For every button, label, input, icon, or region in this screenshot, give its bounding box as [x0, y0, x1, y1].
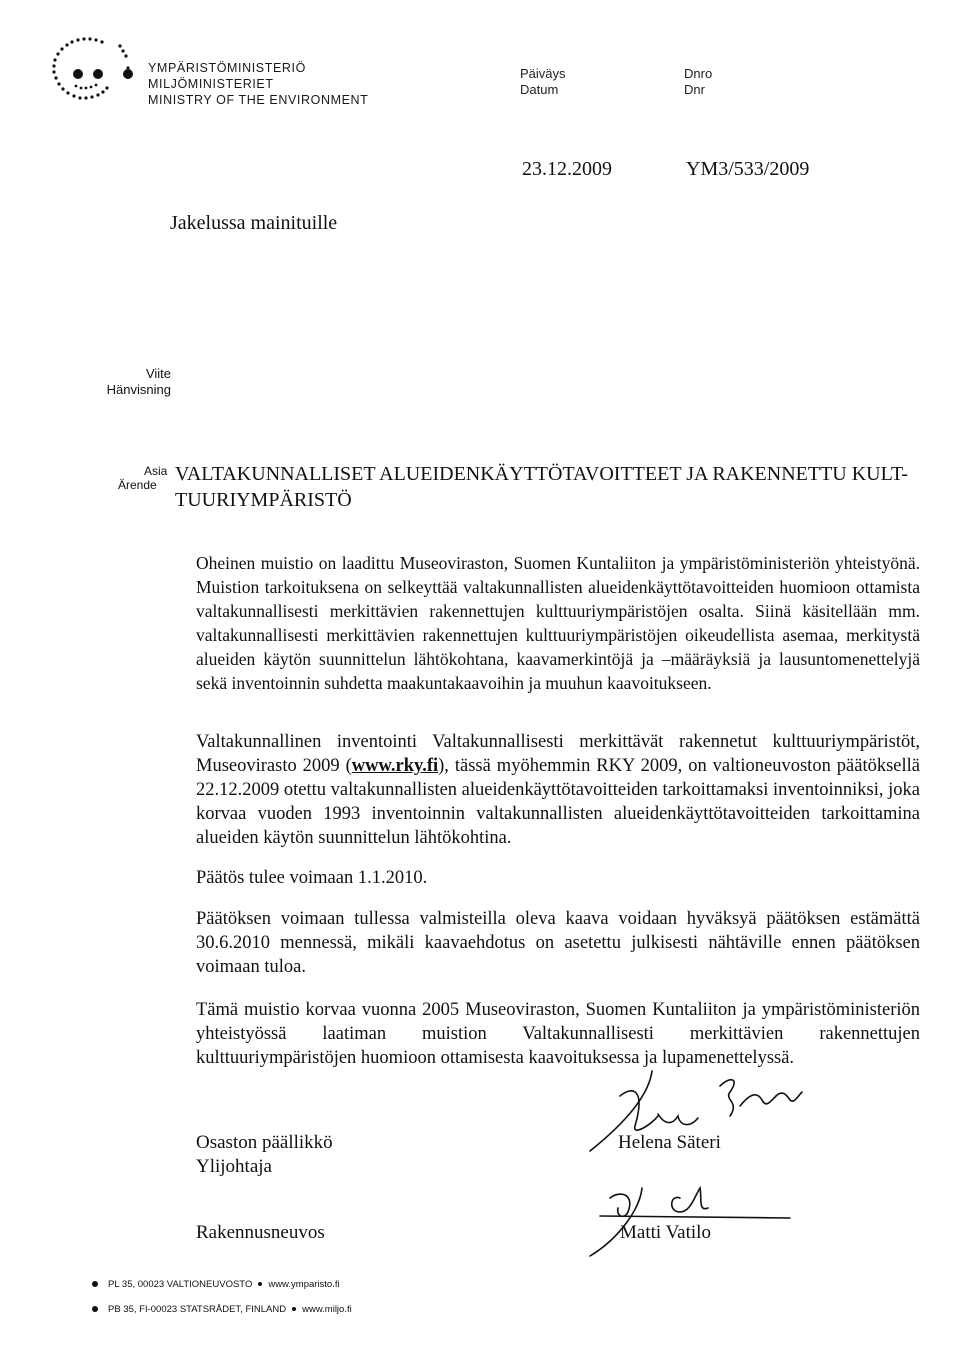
dnro-label: [684, 66, 712, 98]
subject-line-1: VALTAKUNNALLISET ALUEIDENKÄYTTÖTAVOITTEET JA RAKENNETTU KULT-: [175, 463, 909, 485]
signer-2-title: Rakennusneuvos: [196, 1222, 325, 1243]
ministry-name-en: MINISTRY OF THE ENVIRONMENT: [148, 93, 369, 107]
body-paragraph-4: Päätöksen voimaan tullessa valmisteilla oleva kaava voidaan hyväksyä päätöksen estämättä 30.6.2010 mennessä, mikäli kaavaehdotus on asetettu julkisesti nähtäville ennen päätöksen voimaan tuloa.: [196, 909, 920, 977]
date-label-fi: Päiväys: [520, 66, 566, 81]
bullet-icon: [92, 1306, 98, 1312]
footer-address-fi: PL 35, 00023 VALTIONEUVOSTO: [108, 1279, 253, 1290]
footer-web-fi[interactable]: www.ymparisto.fi: [268, 1279, 340, 1290]
dnro-label-fi: Dnro: [684, 66, 713, 81]
rky-link[interactable]: www.rky.fi: [351, 756, 439, 776]
paragraph-2-text-start: Valtakunnallinen inventointi Valtakunnallisesti merkittävät rakennetut kulttuuriympäristöt, Museovirasto 2009 (: [196, 732, 920, 776]
date-label-sv: Datum: [520, 82, 559, 97]
body-paragraph-5: Tämä muistio korvaa vuonna 2005 Museoviraston, Suomen Kuntaliiton ja ympäristöministeriön yhteistyössä laatiman muistion Valtakunnallisesti merkittävien rakennettujen kulttuuriympäristöjen huomioon ottamisesta kaavoituksessa ja lupamenettelyssä.: [196, 1000, 920, 1068]
signer-2-name: Matti Vatilo: [620, 1222, 711, 1243]
subject-line-2: TUURIYMPÄRISTÖ: [175, 489, 352, 511]
bullet-icon: [92, 1281, 98, 1287]
separator-dot-icon: [292, 1307, 296, 1311]
footer-line-fi: [92, 1279, 340, 1290]
body-paragraph-3: Päätös tulee voimaan 1.1.2010.: [196, 868, 428, 888]
body-paragraph-1: Oheinen muistio on laadittu Museoviraston, Suomen Kuntaliiton ja ympäristöministeriön yhteistyönä. Muistion tarkoituksena on selkeyttää valtakunnallisten alueidenkäyttötavoitteiden huomioon ottamista valtakunnallisesti merkittävien rakennettujen kulttuuriympäristöjen osalta. Siinä käsitellään mm. valtakunnallisesti merkittävien rakennettujen kulttuuriympäristöjen oikeudellista asemaa, merkitystä alueiden käytön suunnittelun lähtökohtana, kaavamerkintöjä ja –määräyksiä ja lausuntomenettelyjä sekä inventoinnin suhdetta maakuntakaavoihin ja muuhun kaavoitukseen.: [196, 553, 920, 693]
ministry-logo: [40, 34, 140, 112]
paragraph-2-text-end: ), tässä myöhemmin RKY 2009, on valtioneuvoston päätöksellä 22.12.2009 otettu valtakunnallisten alueidenkäyttötavoitteiden tarkoittamaksi inventoinniksi, joka korvaa vuoden 1993 inventoinnin valtakunnallisten alueidenkäyttötavoitteiden tarkoittamina alueiden käytön suunnittelun lähtökohtina.: [196, 756, 920, 848]
footer-address-sv: PB 35, FI-00023 STATSRÅDET, FINLAND: [108, 1304, 287, 1315]
date-value: 23.12.2009: [522, 158, 612, 180]
subject-label-sv: Ärende: [118, 478, 157, 492]
body-paragraph-2: [196, 730, 920, 850]
dnro-label-sv: Dnr: [684, 82, 705, 97]
signature-2-handwriting: [580, 1168, 820, 1258]
dnro-value: YM3/533/2009: [686, 158, 810, 180]
reference-label: [105, 366, 171, 398]
separator-dot-icon: [258, 1282, 262, 1286]
ministry-name-block: [148, 60, 368, 108]
recipient: Jakelussa mainituille: [170, 212, 338, 234]
signer-1-title-2: Ylijohtaja: [196, 1156, 272, 1177]
reference-label-sv: Hänvisning: [106, 382, 171, 397]
signer-1-title-1: Osaston päällikkö: [196, 1132, 333, 1153]
reference-label-fi: Viite: [145, 366, 171, 381]
signer-1-name: Helena Säteri: [618, 1132, 721, 1153]
subject-label: [118, 464, 167, 492]
subject-label-fi: Asia: [144, 464, 168, 478]
ministry-name-sv: MILJÖMINISTERIET: [148, 77, 274, 91]
date-label: [520, 66, 566, 98]
footer-web-sv[interactable]: www.miljo.fi: [302, 1304, 352, 1315]
ministry-name-fi: YMPÄRISTÖMINISTERIÖ: [148, 61, 306, 75]
footer-line-sv: [92, 1304, 352, 1315]
subject-heading: [175, 461, 915, 513]
